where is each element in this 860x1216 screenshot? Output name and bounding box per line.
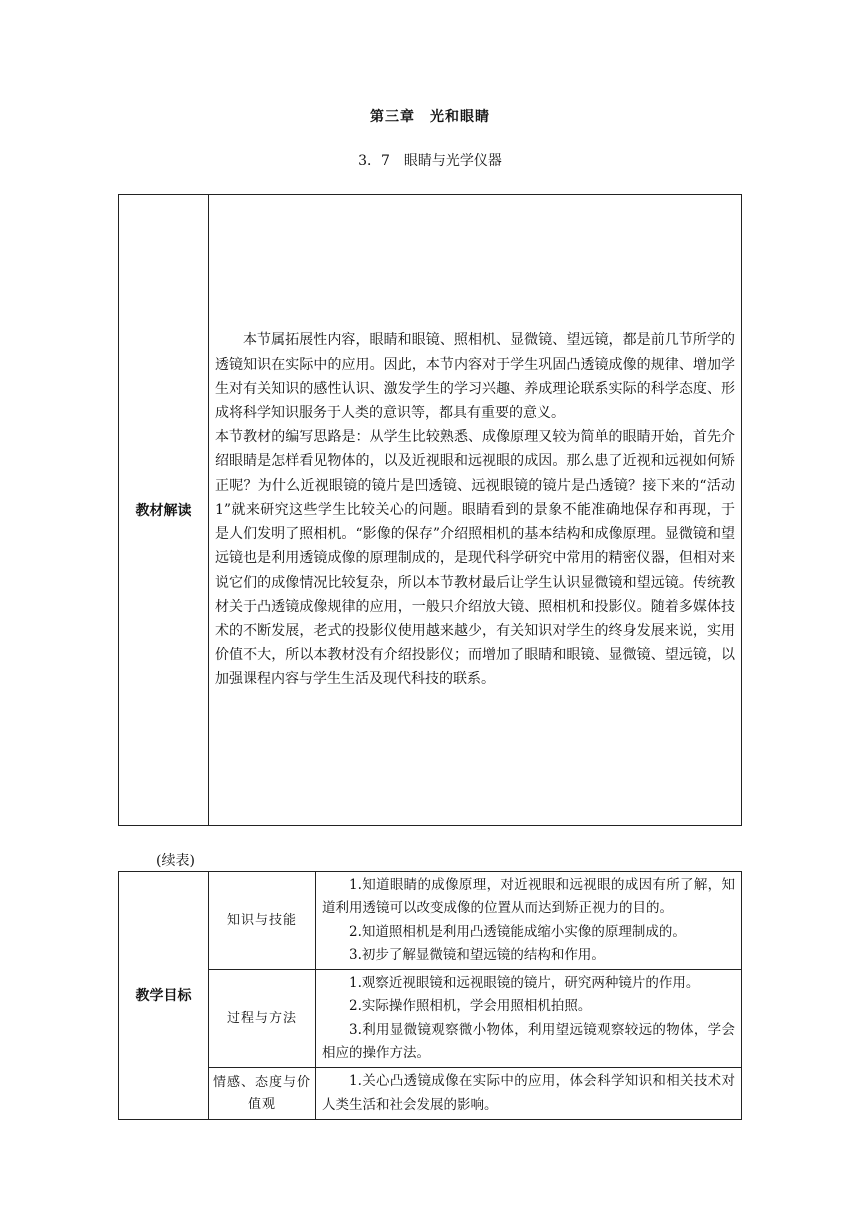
goal-items-process (316, 970, 742, 1068)
goal-items-attitude (316, 1068, 742, 1120)
material-table (118, 194, 742, 826)
goal-item: 1.观察近视眼镜和远视眼镜的镜片，研究两种镜片的作用。 (349, 975, 700, 992)
goal-item: 2.实际操作照相机，学会用照相机拍照。 (349, 998, 592, 1015)
chapter-title: 第三章 光和眼睛 (370, 109, 490, 125)
goal-item: 2.知道照相机是利用凸透镜能成缩小实像的原理制成的。 (349, 923, 686, 940)
goal-category-process: 过程与方法 (209, 970, 316, 1068)
continued-label: (续表) (156, 853, 195, 869)
material-header: 教材解读 (119, 195, 209, 826)
goals-table (118, 871, 742, 1120)
goals-header: 教学目标 (119, 872, 209, 1120)
goal-category-attitude: 情感、态度与价值观 (209, 1068, 316, 1120)
goal-item: 3.利用显微镜观察微小物体，利用望远镜观察较远的物体，学会相应的操作方法。 (322, 1021, 735, 1062)
goals-row-process (119, 970, 742, 1068)
goal-category-knowledge: 知识与技能 (209, 872, 316, 970)
section-title: 3．7 眼睛与光学仪器 (358, 153, 502, 169)
goals-row-attitude (119, 1068, 742, 1120)
material-content (209, 195, 742, 826)
goal-item: 3.初步了解显微镜和望远镜的结构和作用。 (349, 946, 605, 963)
material-paragraph-1: 本节属拓展性内容，眼睛和眼镜、照相机、显微镜、望远镜，都是前几节所学的透镜知识在实际中的应用。因此，本节内容对于学生巩固凸透镜成像的规律、增加学生对有关知识的感性认识、激发学生的学习兴趣、养成理论联系实际的科学态度、形成将科学知识服务于人类的意识等，都具有重要的意义。 (215, 332, 735, 422)
goals-row-knowledge (119, 872, 742, 970)
goal-items-knowledge (316, 872, 742, 970)
goal-item: 1.关心凸透镜成像在实际中的应用，体会科学知识和相关技术对人类生活和社会发展的影响。 (322, 1073, 735, 1113)
goal-item: 1.知道眼睛的成像原理，对近视眼和远视眼的成因有所了解，知道利用透镜可以改变成像的位置从而达到矫正视力的目的。 (322, 877, 735, 917)
material-paragraph-2: 本节教材的编写思路是：从学生比较熟悉、成像原理又较为简单的眼睛开始，首先介绍眼睛是怎样看见物体的，以及近视眼和远视眼的成因。那么患了近视和远视如何矫正呢？为什么近视眼镜的镜片是凹透镜、远视眼镜的镜片是凸透镜？接下来的“活动 1”就来研究这些学生比较关心的问题。眼睛看到的景象不能准确地保存和再现，于是人们发明了照相机。“影像的保存”介绍照相机的基本结构和成像原理。显微镜和望远镜也是利用透镜成像的原理制成的，是现代科学研究中常用的精密仪器，但相对来说它们的成像情况比较复杂，所以本节教材最后让学生认识显微镜和望远镜。传统教材关于凸透镜成像规律的应用，一般只介绍放大镜、照相机和投影仪。随着多媒体技术的不断发展，老式的投影仪使用越来越少，有关知识对学生的终身发展来说，实用价值不大，所以本教材没有介绍投影仪；而增加了眼睛和眼镜、显微镜、望远镜，以加强课程内容与学生生活及现代科技的联系。 (215, 429, 735, 688)
